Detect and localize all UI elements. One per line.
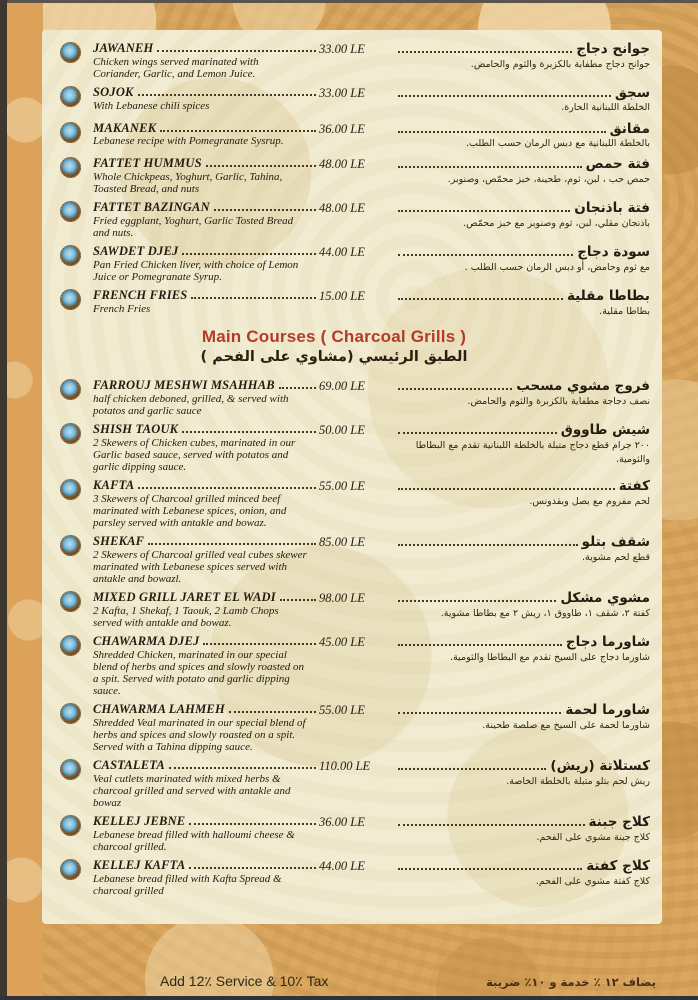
item-arabic-block: [395, 535, 650, 565]
item-description-ar: كلاج جبنة مشوي على الفحم.: [536, 831, 650, 843]
restaurant-emblem-icon: [61, 158, 80, 177]
item-name-en: FRENCH FRIES: [93, 288, 188, 303]
item-description-ar: بطاطا مقلية.: [599, 305, 650, 317]
dotted-leader: [214, 209, 316, 211]
dotted-leader: [189, 867, 316, 869]
dotted-leader: [206, 165, 316, 167]
item-name-ar: كلاج جبنة: [588, 814, 650, 831]
item-description-en: 2 Kafta, 1 Shekaf, 1 Taouk, 2 Lamb Chops served with antakle and bowaz.: [93, 604, 279, 630]
scan-edge-top: [0, 0, 698, 3]
restaurant-emblem-icon: [61, 424, 80, 443]
item-description-en: Shredded Veal marinated in our special blend of herbs and spices and slowly roasted on a spit. Served with a Tahina dipping sauce.: [93, 717, 306, 754]
item-description-ar: ٢٠٠ جرام قطع دجاج متبلة بالخلطة اللبنانية تقدم مع البطاطا والثومية.: [415, 439, 650, 465]
item-description-en: Chicken wings served marinated with Coriander, Garlic, and Lemon Juice.: [93, 55, 259, 80]
item-description-en: Shredded Chicken, marinated in our special blend of herbs and spices and slowly roasted on a spit. Served with potato and garlic dipping sauce.: [93, 648, 305, 698]
item-arabic-block: [395, 289, 650, 319]
item-name-en: SOJOK: [93, 84, 134, 99]
menu-item-row: [58, 86, 650, 116]
item-english-block: [93, 859, 319, 897]
item-english-block: [93, 759, 319, 809]
item-name-en: CASTALETA: [93, 758, 165, 773]
dotted-leader: [398, 488, 615, 490]
item-price: 85.00 LE: [319, 535, 365, 550]
dotted-leader: [138, 487, 316, 489]
item-description-en: Lebanese bread filled with Kafta Spread & charcoal grilled: [93, 873, 282, 898]
item-description-en: Lebanese bread filled with halloumi cheese & charcoal grilled.: [93, 829, 295, 854]
item-price: 36.00 LE: [319, 815, 365, 830]
dotted-leader: [398, 95, 611, 97]
item-description-ar: الخلطة اللبنانية الحارة.: [561, 102, 650, 114]
item-name-ar: جوانح دجاج: [576, 42, 650, 57]
item-arabic-block: [395, 423, 650, 467]
item-price: 36.00 LE: [319, 121, 365, 136]
item-arabic-block: [395, 759, 650, 789]
item-name-en: KELLEJ KAFTA: [93, 858, 186, 873]
dotted-leader: [398, 868, 582, 870]
item-description-en: Veal cutlets marinated with mixed herbs & charcoal grilled and served with antakle and bowaz: [93, 773, 291, 810]
dotted-leader: [169, 767, 316, 769]
item-name-en: CHAWARMA LAHMEH: [93, 702, 225, 717]
dotted-leader: [279, 387, 316, 389]
restaurant-emblem-icon: [61, 636, 80, 655]
dotted-leader: [138, 94, 316, 96]
item-description-ar: كلاج كفتة مشوي على الفحم.: [535, 875, 650, 887]
dotted-leader: [182, 253, 316, 255]
dotted-leader: [229, 711, 316, 713]
restaurant-emblem-icon: [61, 816, 80, 835]
item-description-ar: ريش لحم بتلو متبلة بالخلطة الخاصة.: [506, 775, 650, 787]
item-name-en: KAFTA: [93, 478, 135, 493]
dotted-leader: [203, 643, 316, 645]
item-description-ar: جوانح دجاج مطفاية بالكزبرة والثوم والحامض.: [470, 58, 650, 70]
restaurant-emblem-icon: [61, 760, 80, 779]
restaurant-emblem-icon: [61, 43, 80, 62]
item-description-ar: شاورما لحمة على السيخ مع صلصة طحينة.: [482, 719, 650, 731]
item-price: 98.00 LE: [319, 591, 365, 606]
item-price: 69.00 LE: [319, 379, 365, 394]
restaurant-emblem-icon: [61, 246, 80, 265]
dotted-leader: [398, 824, 585, 826]
scan-edge-bottom: [0, 996, 698, 1000]
item-english-block: [93, 815, 319, 853]
menu-item-row: [58, 379, 650, 417]
item-arabic-block: [395, 859, 650, 889]
item-price: 45.00 LE: [319, 635, 365, 650]
menu-item-row: [58, 201, 650, 239]
item-description-ar: لحم مفروم مع بصل وبقدونس.: [529, 495, 650, 507]
item-price: 50.00 LE: [319, 423, 365, 438]
item-arabic-block: [395, 703, 650, 733]
item-description-ar: حمص حب ، لبن، ثوم، طحينة، خبز محمّص، وصنوبر.: [447, 173, 650, 185]
dotted-leader: [398, 254, 573, 256]
item-price: 48.00 LE: [319, 201, 365, 216]
item-arabic-block: [395, 635, 650, 665]
item-price: 33.00 LE: [319, 85, 365, 100]
item-description-en: Fried eggplant, Yoghurt, Garlic Tosted Bread and nuts.: [93, 215, 294, 240]
item-name-ar: شاورما دجاج: [565, 634, 650, 651]
item-description-en: 2 Skewers of Chicken cubes, marinated in our Garlic based sauce, served with potatos and garlic dipping sauce.: [93, 436, 296, 474]
menu-item-row: [58, 245, 650, 283]
item-description-ar: قطع لحم مشوية.: [581, 551, 650, 563]
item-english-block: [93, 42, 319, 80]
item-name-ar: سجق: [614, 84, 650, 101]
item-name-en: SAWDET DJEJ: [93, 244, 179, 259]
item-name-ar: فتة حمص: [585, 156, 650, 173]
service-note-en: Add 12٪ Service & 10٪ Tax: [160, 973, 329, 990]
dotted-leader: [398, 768, 546, 770]
item-name-en: SHISH TAOUK: [93, 422, 179, 437]
item-name-en: MAKANEK: [93, 120, 157, 135]
item-description-ar: بالخلطة اللبنانية مع دبس الرمان حسب الطلب.: [466, 138, 650, 150]
restaurant-emblem-icon: [61, 536, 80, 555]
dotted-leader: [157, 50, 316, 52]
dotted-leader: [189, 823, 316, 825]
item-name-ar: كلاج كفتة: [586, 858, 650, 875]
menu-item-row: [58, 289, 650, 319]
dotted-leader: [398, 131, 606, 133]
item-name-ar: مشوي مشكل: [560, 590, 650, 607]
menu-item-row: [58, 535, 650, 585]
item-english-block: [93, 535, 319, 585]
item-name-en: JAWANEH: [93, 42, 154, 55]
item-name-ar: فروج مشوي مسحب: [516, 378, 650, 395]
item-name-ar: مقانق: [609, 120, 650, 137]
dotted-leader: [398, 600, 556, 602]
item-english-block: [93, 479, 319, 529]
item-name-ar: سودة دجاج: [577, 244, 650, 261]
restaurant-emblem-icon: [61, 290, 80, 309]
menu-item-row: [58, 635, 650, 697]
item-name-ar: شاورما لحمة: [565, 702, 650, 719]
menu-sheet: [42, 30, 662, 924]
section-title-ar: الطبق الرئيسي (مشاوي على الفحم ): [200, 349, 468, 366]
item-english-block: [93, 122, 319, 148]
dotted-leader: [398, 388, 512, 390]
item-price: 48.00 LE: [319, 157, 365, 172]
restaurant-emblem-icon: [61, 123, 80, 142]
restaurant-emblem-icon: [61, 592, 80, 611]
dotted-leader: [398, 210, 570, 212]
footer: [160, 973, 656, 990]
dotted-leader: [191, 297, 316, 299]
menu-item-row: [58, 423, 650, 473]
item-description-ar: باذنجان مقلي، لبن، ثوم وصنوبر مع خبز محمّص.: [463, 217, 650, 229]
dotted-leader: [398, 166, 582, 168]
menu-item-row: [58, 591, 650, 629]
item-name-en: FATTET BAZINGAN: [93, 200, 210, 215]
item-english-block: [93, 635, 319, 697]
item-price: 44.00 LE: [319, 859, 365, 874]
item-arabic-block: [395, 157, 650, 187]
menu-item-row: [58, 479, 650, 529]
item-arabic-block: [395, 245, 650, 275]
menu-item-row: [58, 157, 650, 195]
item-arabic-block: [395, 379, 650, 409]
item-arabic-block: [395, 42, 650, 72]
scan-edge-left: [0, 0, 7, 1000]
menu-item-row: [58, 859, 650, 897]
item-english-block: [93, 157, 319, 195]
item-name-ar: شقف بتلو: [581, 534, 650, 551]
item-english-block: [93, 289, 319, 315]
dotted-leader: [398, 51, 572, 53]
item-price: 110.00 LE: [319, 759, 371, 774]
item-english-block: [93, 703, 319, 753]
item-english-block: [93, 423, 319, 473]
item-name-en: FARROUJ MESHWI MSAHHAB: [93, 378, 275, 393]
item-description-ar: مع ثوم وحامض، أو دبس الرمان حسب الطلب .: [464, 261, 650, 273]
restaurant-emblem-icon: [61, 380, 80, 399]
item-english-block: [93, 201, 319, 239]
item-arabic-block: [395, 591, 650, 621]
item-price: 33.00 LE: [319, 42, 365, 56]
restaurant-emblem-icon: [61, 704, 80, 723]
restaurant-emblem-icon: [61, 202, 80, 221]
item-description-ar: نصف دجاجة مطفاية بالكزبرة والثوم والحامض.: [467, 395, 650, 407]
menu-item-row: [58, 122, 650, 152]
item-description-ar: كفتة ٢، شقف ١، طاووق ١، ريش ٢ مع بطاطا مشوية.: [440, 607, 650, 619]
item-description-en: 3 Skewers of Charcoal grilled minced beef marinated with Lebanese spices, onion, and parsley served with antakle and bowaz.: [93, 492, 287, 530]
item-name-en: FATTET HUMMUS: [93, 156, 202, 171]
item-name-ar: كفتة: [618, 478, 650, 495]
dotted-leader: [280, 599, 316, 601]
dotted-leader: [398, 712, 561, 714]
menu-body: [58, 42, 650, 918]
item-price: 44.00 LE: [319, 245, 365, 260]
item-arabic-block: [395, 479, 650, 509]
section-title-en: Main Courses ( Charcoal Grills ): [201, 327, 467, 347]
item-english-block: [93, 245, 319, 283]
item-english-block: [93, 86, 319, 112]
item-name-ar: فتة باذنجان: [574, 200, 650, 217]
item-name-en: MIXED GRILL JARET EL WADI: [93, 590, 276, 605]
item-price: 55.00 LE: [319, 703, 365, 718]
menu-item-row: [58, 815, 650, 853]
restaurant-emblem-icon: [61, 860, 80, 879]
restaurant-emblem-icon: [61, 87, 80, 106]
menu-item-row: [58, 42, 650, 80]
decorative-left-band: [7, 0, 43, 1000]
item-price: 15.00 LE: [319, 289, 365, 304]
item-name-en: CHAWARMA DJEJ: [93, 634, 200, 649]
item-arabic-block: [395, 86, 650, 116]
item-name-ar: شيش طاووق: [560, 422, 650, 439]
item-name-en: KELLEJ JEBNE: [93, 814, 186, 829]
item-description-en: Whole Chickpeas, Yoghurt, Garlic, Tahina, Toasted Bread, and nuts: [93, 171, 283, 196]
section-header: [58, 327, 610, 369]
item-arabic-block: [395, 201, 650, 231]
item-english-block: [93, 379, 319, 417]
item-english-block: [93, 591, 319, 629]
dotted-leader: [398, 298, 563, 300]
item-arabic-block: [395, 815, 650, 845]
item-name-ar: كستلاتة (ريش): [550, 758, 650, 775]
item-description-en: With Lebanese chili spices: [93, 99, 210, 112]
item-description-en: Lebanese recipe with Pomegranate Sysrup.: [93, 135, 284, 148]
dotted-leader: [160, 130, 316, 132]
menu-item-row: [58, 703, 650, 753]
service-note-ar: يضاف ١٢ ٪ خدمة و ١٠٪ ضريبة: [486, 975, 656, 990]
menu-item-row: [58, 759, 650, 809]
item-description-en: 2 Skewers of Charcoal grilled veal cubes skewer marinated with Lebanese spices served with antakle and bowazl.: [93, 548, 307, 586]
item-description-en: French Fries: [93, 303, 151, 316]
item-name-en: SHEKAF: [93, 534, 145, 549]
item-arabic-block: [395, 122, 650, 152]
item-name-ar: بطاطا مقلية: [566, 288, 650, 305]
dotted-leader: [398, 644, 562, 646]
dotted-leader: [148, 543, 316, 545]
dotted-leader: [398, 432, 557, 434]
item-price: 55.00 LE: [319, 479, 365, 494]
item-description-ar: شاورما دجاج على السيخ تقدم مع البطاطا والثومية.: [450, 651, 650, 663]
restaurant-emblem-icon: [61, 480, 80, 499]
item-description-en: half chicken deboned, grilled, & served with potatos and garlic sauce: [93, 392, 289, 418]
item-description-en: Pan Fried Chicken liver, with choice of Lemon Juice or Pomegranate Syrup.: [93, 259, 299, 284]
dotted-leader: [398, 544, 578, 546]
dotted-leader: [182, 431, 316, 433]
